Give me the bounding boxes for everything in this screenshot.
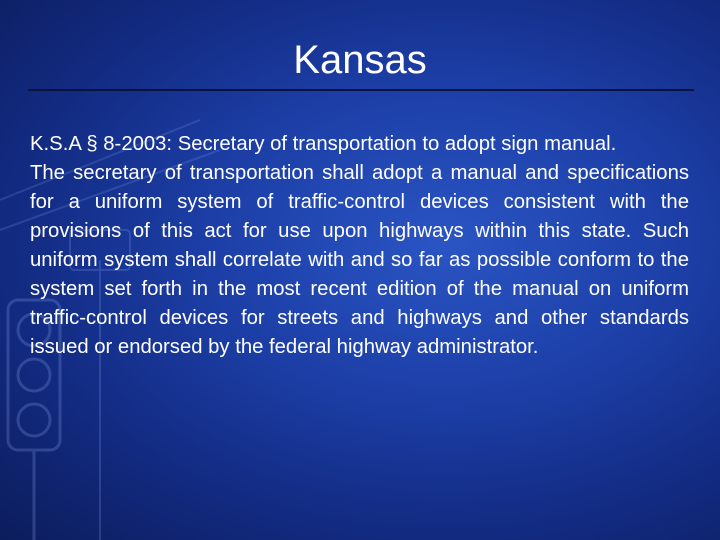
slide-title: Kansas (293, 38, 427, 82)
title-divider (28, 89, 694, 91)
statute-text: The secretary of transportation shall adopt a manual and specifications for a uniform system of traffic-control devices consistent with the provisions of this act for use upon highways within this state. Such uniform system shall correlate with and so far as possible conform to the system set forth in the most recent edition of the manual on uniform traffic-control devices for streets and highways and other standards issued or endorsed by the federal highway administrator. (30, 162, 689, 358)
statute-heading: K.S.A § 8-2003: Secretary of transportation to adopt sign manual. (30, 133, 617, 155)
slide-body (30, 130, 689, 362)
